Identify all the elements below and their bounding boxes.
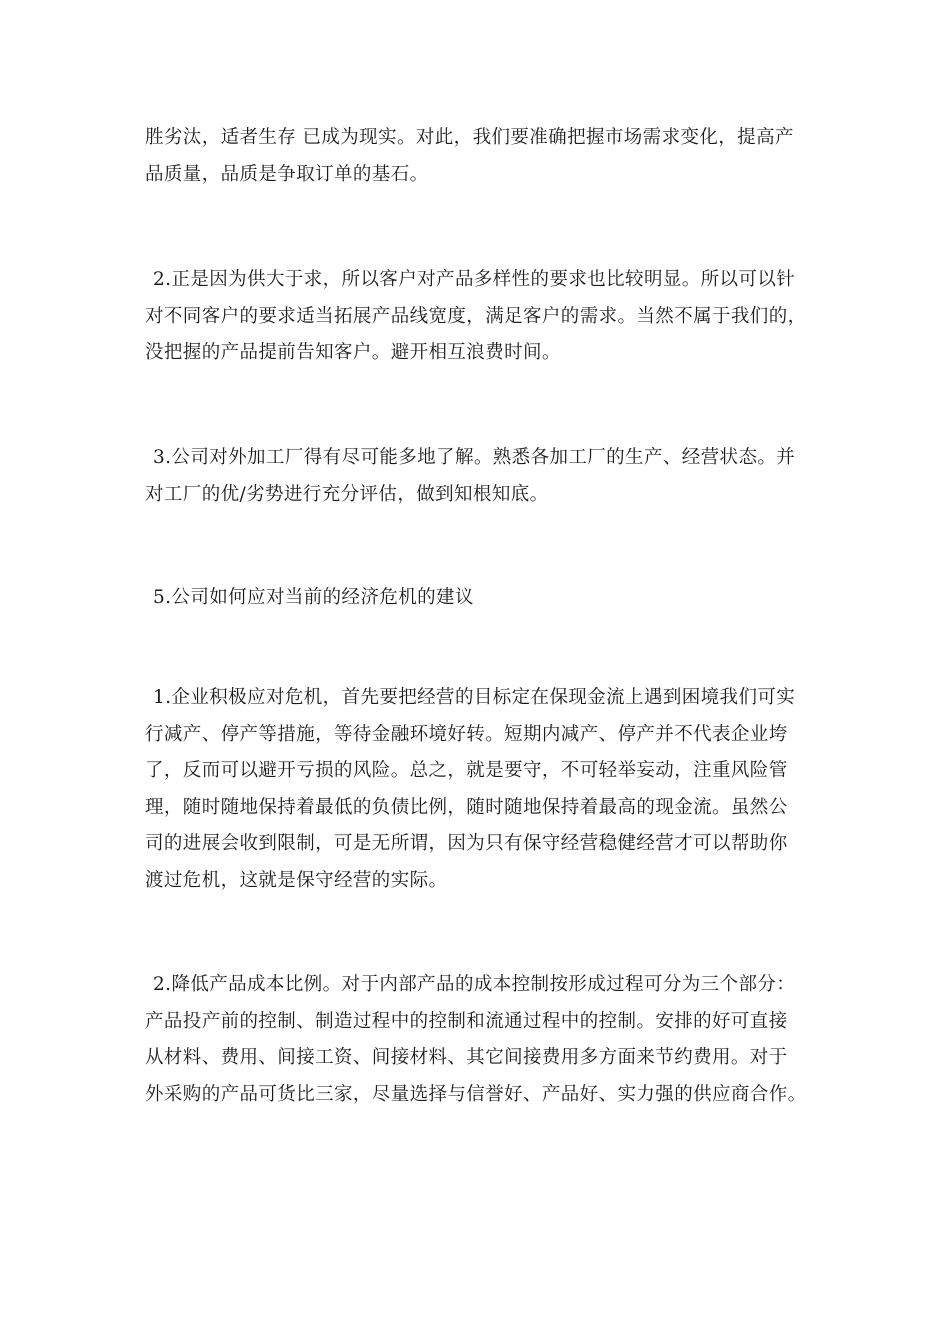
paragraph-market-competition — [145, 120, 815, 193]
text-line: 理，随时随地保持着最低的负债比例，随时随地保持着最高的现金流。虽然公 — [145, 796, 788, 818]
section-heading-crisis-advice — [145, 580, 815, 617]
text-line: 3.公司对外加工厂得有尽可能多地了解。熟悉各加工厂的生产、经营状态。并 — [153, 447, 796, 468]
paragraph-factory-knowledge — [145, 440, 815, 513]
paragraph-cash-flow — [145, 680, 815, 899]
text-line: 从材料、费用、间接工资、间接材料、其它间接费用多方面来节约费用。对于 — [145, 1047, 788, 1068]
text-line: 品质量，品质是争取订单的基石。 — [145, 163, 429, 185]
text-line: 司的进展会收到限制，可是无所谓，因为只有保守经营稳健经营才可以帮助你 — [145, 833, 788, 854]
text-line: 2.正是因为供大于求，所以客户对产品多样性的要求也比较明显。所以可以针 — [153, 269, 796, 290]
text-line: 1.企业积极应对危机，首先要把经营的目标定在保现金流上遇到困境我们可实 — [153, 687, 796, 708]
paragraph-product-diversity — [145, 262, 815, 372]
paragraph-cost-reduction — [145, 967, 815, 1113]
text-line: 没把握的产品提前告知客户。避开相互浪费时间。 — [145, 342, 561, 363]
text-line: 对不同客户的要求适当拓展产品线宽度，满足客户的需求。当然不属于我们的， — [145, 305, 807, 327]
text-line: 2.降低产品成本比例。对于内部产品的成本控制按形成过程可分为三个部分： — [153, 974, 796, 995]
text-line: 产品投产前的控制、制造过程中的控制和流通过程中的控制。安排的好可直接 — [145, 1010, 788, 1032]
text-line: 了，反而可以避开亏损的风险。总之，就是要守，不可轻举妄动，注重风险管 — [145, 760, 788, 781]
text-line: 5.公司如何应对当前的经济危机的建议 — [153, 587, 474, 608]
text-line: 行减产、停产等措施，等待金融环境好转。短期内减产、停产并不代表企业垮 — [145, 723, 788, 745]
text-line: 胜劣汰，适者生存 已成为现实。对此，我们要准确把握市场需求变化，提高产 — [145, 127, 794, 148]
text-line: 渡过危机，这就是保守经营的实际。 — [145, 869, 448, 891]
text-line: 外采购的产品可货比三家，尽量选择与信誉好、产品好、实力强的供应商合作。 — [145, 1083, 807, 1105]
text-line: 对工厂的优/劣势进行充分评估，做到知根知底。 — [145, 483, 549, 505]
